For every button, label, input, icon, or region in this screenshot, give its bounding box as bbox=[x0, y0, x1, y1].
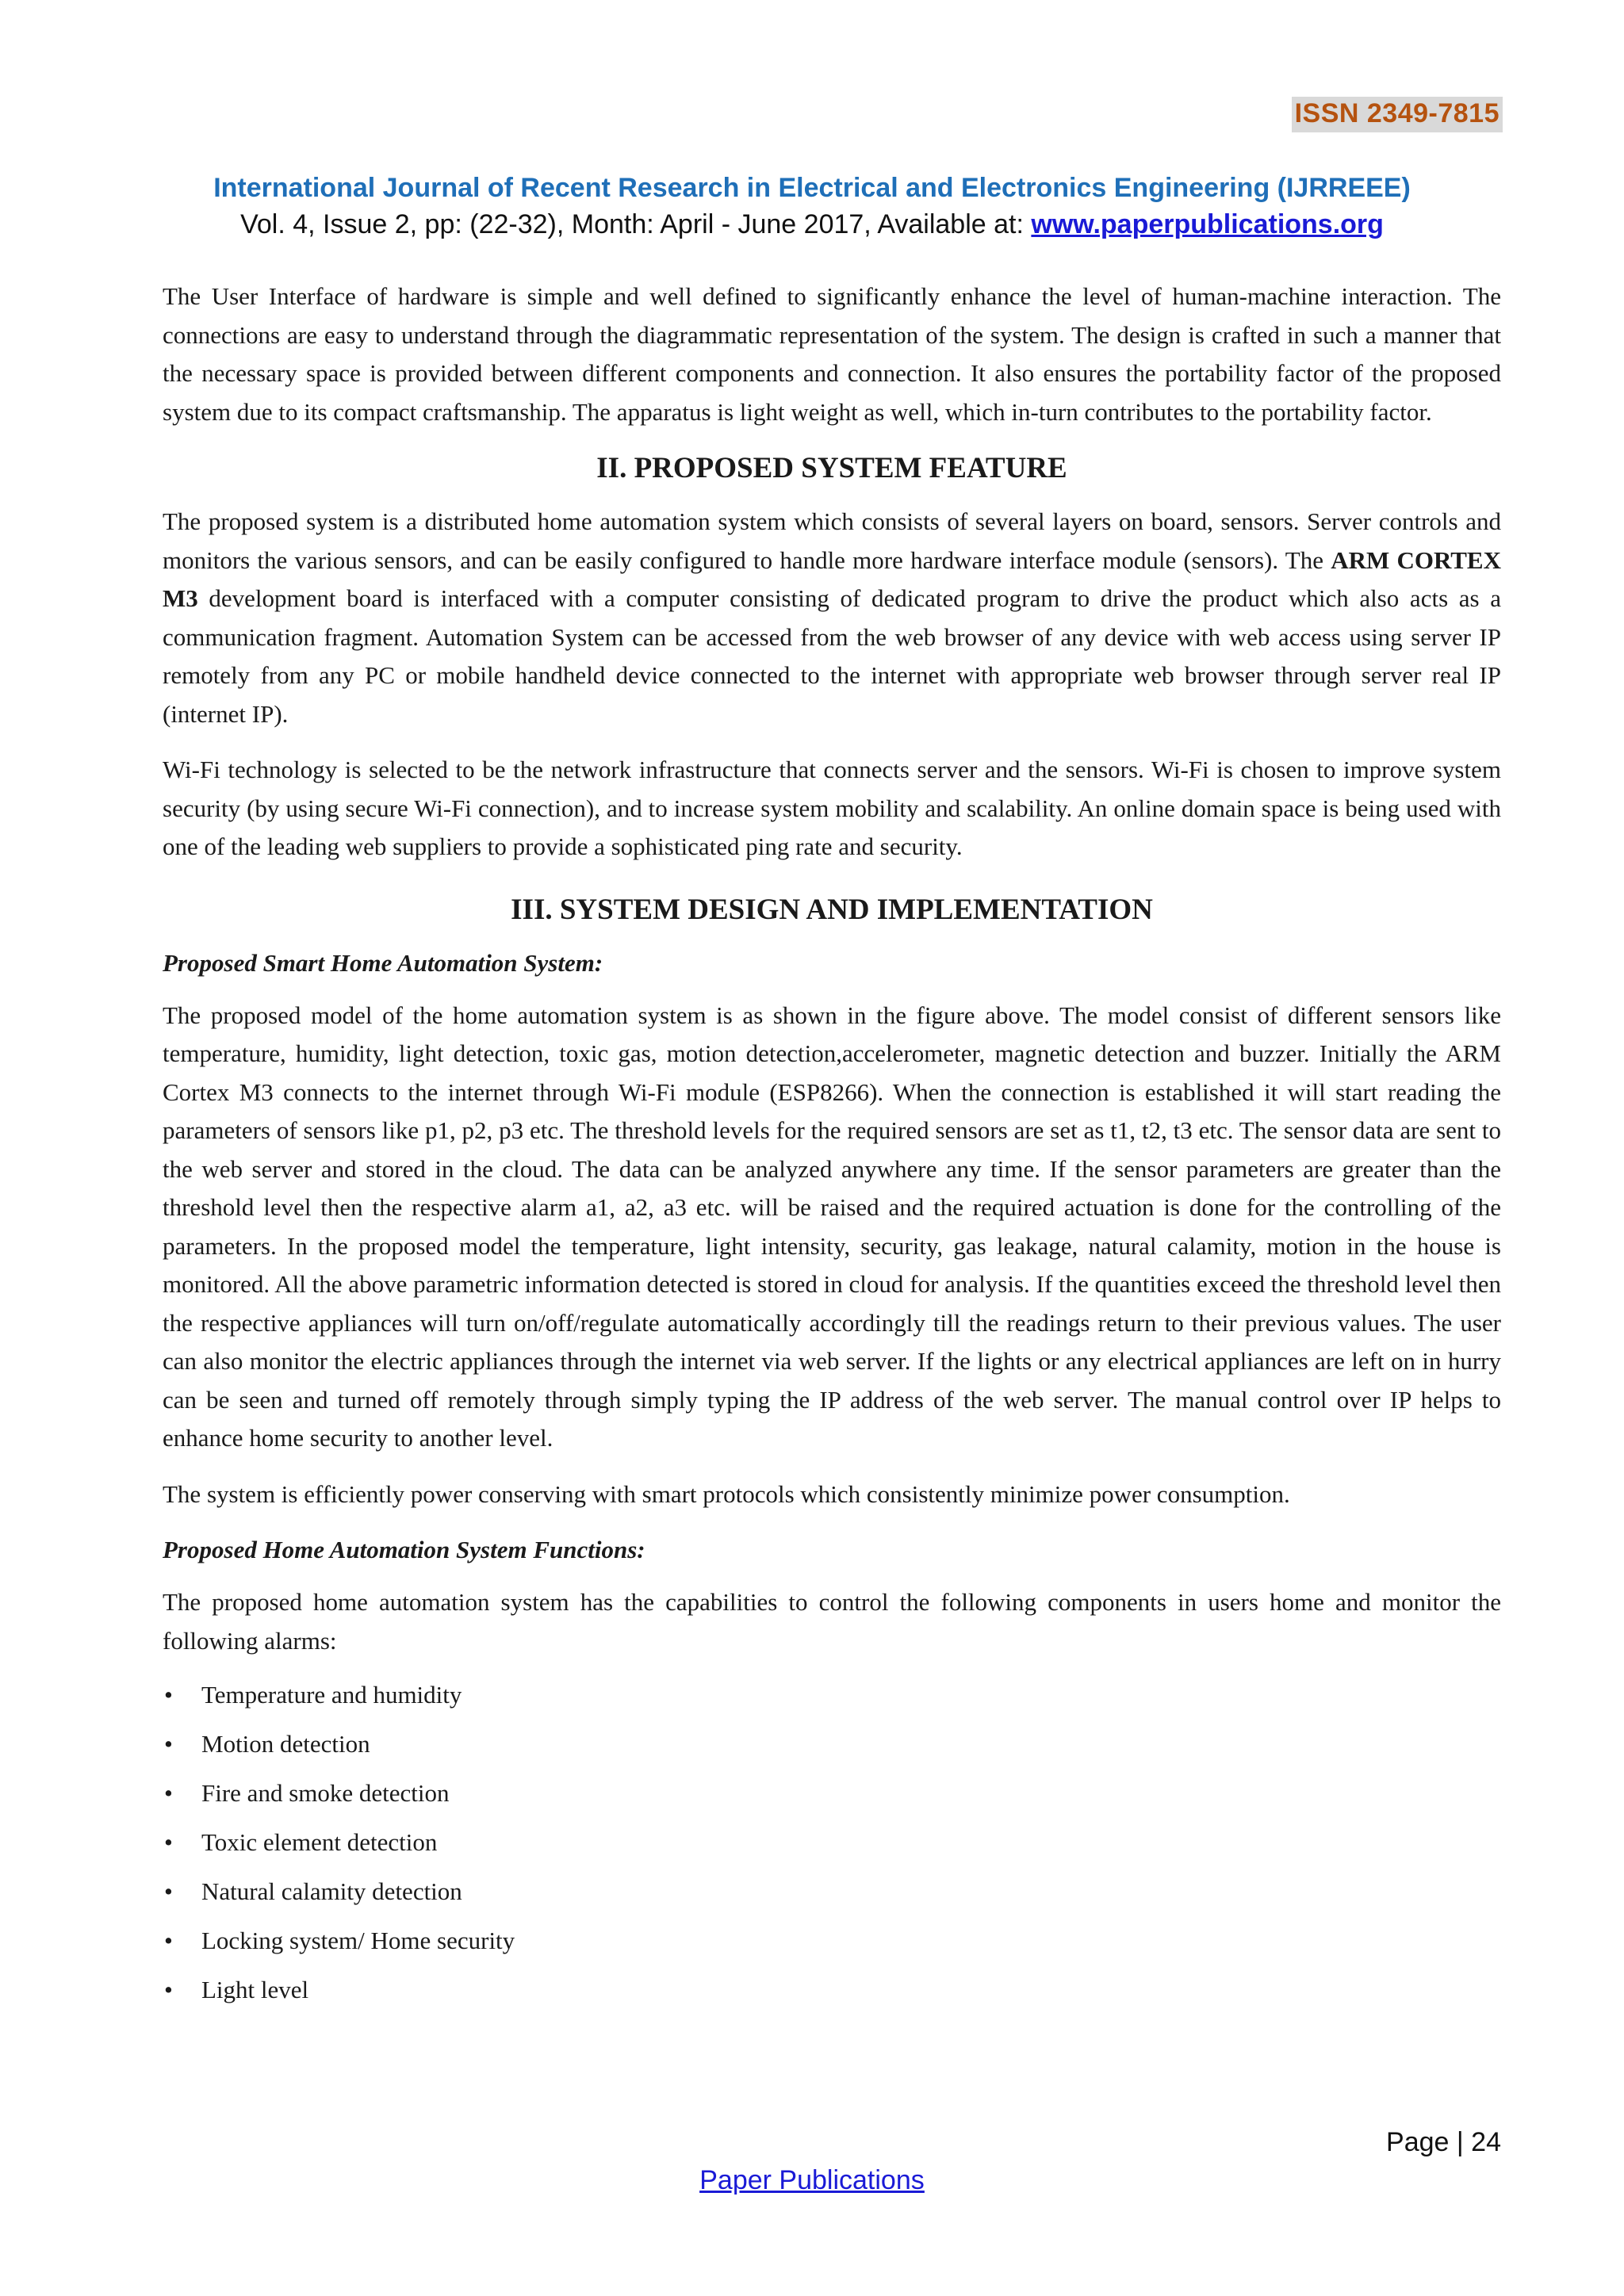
section-3-heading: III. SYSTEM DESIGN AND IMPLEMENTATION bbox=[511, 893, 1153, 926]
list-item-text: Fire and smoke detection bbox=[201, 1779, 450, 1807]
list-item bbox=[163, 1922, 1501, 1960]
section-2-paragraph-2: Wi-Fi technology is selected to be the network infrastructure that connects server and the sensors. Wi-Fi is chosen to improve system security (by using secure Wi-Fi connection), and to increase system mobility and scalability. An online domain space is being used with one of the leading web suppliers to provide a sophisticated ping rate and security. bbox=[163, 756, 1501, 860]
journal-issue-text: Vol. 4, Issue 2, pp: (22-32), Month: April - June 2017, Available at: bbox=[240, 209, 1032, 239]
publisher-link[interactable]: Paper Publications bbox=[699, 2165, 925, 2195]
bullet-icon: • bbox=[164, 1976, 173, 2003]
subheading-smart-home-system: Proposed Smart Home Automation System: bbox=[163, 948, 603, 977]
bullet-icon: • bbox=[164, 1681, 173, 1709]
section-2-p1-text-b: development board is interfaced with a computer consisting of dedicated program to drive the product which also acts as a communication fragment. Automation System can be accessed from the web browser of any device with web access using server IP remotely from any PC or mobile handheld device connected to the internet with appropriate web browser through server real IP (internet IP). bbox=[163, 584, 1501, 728]
section-2-paragraph-1 bbox=[163, 503, 1501, 733]
feature-list bbox=[163, 1676, 1501, 2009]
publisher-footer bbox=[0, 2165, 1624, 2196]
journal-title: International Journal of Recent Research in Electrical and Electronics Engineering (IJRREEE) bbox=[213, 173, 1411, 203]
list-item-text: Toxic element detection bbox=[201, 1828, 438, 1856]
subheading-system-functions: Proposed Home Automation System Functions: bbox=[163, 1536, 645, 1563]
bullet-icon: • bbox=[164, 1779, 173, 1807]
list-item bbox=[163, 1676, 1501, 1714]
list-item bbox=[163, 1971, 1501, 2009]
section-2-heading: II. PROPOSED SYSTEM FEATURE bbox=[596, 452, 1067, 484]
list-item-text: Locking system/ Home security bbox=[201, 1927, 515, 1954]
list-item-text: Motion detection bbox=[201, 1730, 370, 1758]
bullet-icon: • bbox=[164, 1730, 173, 1758]
section-3-paragraph-2: The system is efficiently power conserving with smart protocols which consistently minimize power consumption. bbox=[163, 1479, 1290, 1508]
issn-label: ISSN 2349-7815 bbox=[1292, 97, 1503, 132]
section-3-paragraph-1: The proposed model of the home automation system is as shown in the figure above. The model consist of different sensors like temperature, humidity, light detection, toxic gas, motion detection,accelerometer, magnetic detection and buzzer. Initially the ARM Cortex M3 connects to the internet through Wi-Fi module (ESP8266). When the connection is established it will start reading the parameters of sensors like p1, p2, p3 etc. The threshold levels for the required sensors are set as t1, t2, t3 etc. The sensor data are sent to the web server and stored in the cloud. The data can be analyzed anywhere any time. If the sensor parameters are greater than the threshold level then the respective alarm a1, a2, a3 etc. will be raised and the required actuation is done for the controlling of the parameters. In the proposed model the temperature, light intensity, security, gas leakage, natural calamity, motion in the house is monitored. All the above parametric information detected is stored in cloud for analysis. If the quantities exceed the threshold level then the respective appliances will turn on/off/regulate automatically accordingly till the readings return to their previous values. The user can also monitor the electric appliances through the internet via web server. If the lights or any electrical appliances are left on in hurry can be seen and turned off remotely through simply typing the IP address of the web server. The manual control over IP helps to enhance home security to another level. bbox=[163, 1001, 1501, 1452]
bullet-icon: • bbox=[164, 1828, 173, 1856]
list-item-text: Temperature and humidity bbox=[201, 1681, 462, 1709]
journal-url-link[interactable]: www.paperpublications.org bbox=[1031, 209, 1384, 239]
section-2-p1-bold: ARM CORTEX M3 bbox=[163, 545, 1501, 612]
list-item bbox=[163, 1725, 1501, 1763]
list-item bbox=[163, 1823, 1501, 1862]
list-item-text: Light level bbox=[201, 1976, 309, 2003]
list-item bbox=[163, 1873, 1501, 1911]
bullet-icon: • bbox=[164, 1927, 173, 1954]
journal-issue-line bbox=[0, 209, 1624, 240]
list-item-text: Natural calamity detection bbox=[201, 1877, 462, 1905]
bullet-icon: • bbox=[164, 1877, 173, 1905]
page-number: Page | 24 bbox=[1386, 2127, 1501, 2157]
section-3-paragraph-3: The proposed home automation system has the capabilities to control the following components in users home and monitor the following alarms: bbox=[163, 1588, 1501, 1655]
list-item bbox=[163, 1774, 1501, 1812]
section-2-p1-text-a: The proposed system is a distributed home automation system which consists of several layers on board, sensors. Server controls and monitors the various sensors, and can be easily configured to handle more hardware interface module (sensors). The bbox=[163, 507, 1501, 574]
main-content bbox=[163, 277, 1501, 2020]
intro-paragraph: The User Interface of hardware is simple and well defined to significantly enhance the level of human-machine interaction. The connections are easy to understand through the diagrammatic representation of the system. The design is crafted in such a manner that the necessary space is provided between different components and connection. It also ensures the portability factor of the proposed system due to its compact craftsmanship. The apparatus is light weight as well, which in-turn contributes to the portability factor. bbox=[163, 282, 1501, 426]
